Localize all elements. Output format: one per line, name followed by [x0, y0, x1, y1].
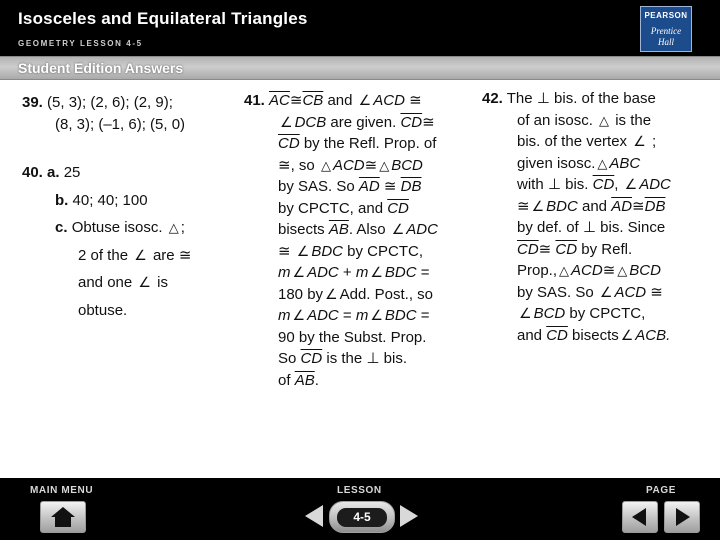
- tri-bcd: BCD: [391, 156, 423, 174]
- text-subst: 90 by the Subst. Prop.: [278, 328, 427, 346]
- text-add-post: Add. Post., so: [339, 285, 433, 303]
- text-by-cpctc: by CPCTC,: [347, 242, 423, 260]
- angle-adc: ADC: [639, 176, 671, 193]
- word-and: and: [581, 197, 608, 215]
- perpendicular-icon: ⊥: [536, 90, 550, 107]
- angle-bdc: BDC: [546, 197, 578, 215]
- answer-40c-line-2: [22, 245, 237, 267]
- angle-icon: ∠: [531, 197, 545, 214]
- answer-42-line-11: [482, 303, 712, 325]
- answer-40-number: 40.: [22, 164, 43, 181]
- answer-39-line-1: [22, 92, 237, 114]
- angle-icon: ∠: [325, 285, 338, 302]
- text-180-by: 180 by: [278, 285, 324, 303]
- angle-acd: ACD: [614, 283, 647, 301]
- angle-icon: ∠: [519, 305, 532, 321]
- answer-40b-text: 40; 40; 100: [72, 191, 148, 209]
- answer-42-line-5: [482, 174, 712, 196]
- answer-41-line-7: [244, 219, 472, 241]
- perpendicular-icon: ⊥: [582, 219, 596, 236]
- pearson-logo: [640, 6, 692, 52]
- angle-icon: ∠: [292, 307, 306, 323]
- angle-acb: ACB.: [635, 326, 671, 344]
- text-by-cpctc-and: by CPCTC, and: [278, 199, 384, 217]
- answer-42-line-3: [482, 131, 712, 153]
- angle-icon: ∠: [391, 221, 405, 237]
- answer-40a-line: [22, 162, 237, 184]
- angle-bcd: BCD: [533, 305, 566, 322]
- answer-40a-label: a.: [47, 164, 60, 181]
- answer-40c-line: c. Obtuse isosc. △ ;: [55, 219, 185, 236]
- seg-ab: $\overline{AB}$: [294, 371, 315, 389]
- answer-42-line-7: [482, 217, 712, 239]
- congruent-icon: ≅: [409, 92, 422, 109]
- answer-41-line-10: [244, 284, 472, 306]
- lesson-subtitle: GEOMETRY LESSON 4-5: [18, 39, 143, 48]
- seg-db: $\overline{DB}$: [644, 197, 666, 215]
- congruent-icon: ≅: [383, 178, 397, 195]
- seg-cd: $\overline{CD}$: [400, 113, 423, 131]
- answer-41-line-2: [244, 112, 472, 134]
- answer-40c-text-3: and one: [78, 274, 133, 291]
- answer-42-line-10: [482, 282, 712, 304]
- seg-ac: $\overline{AC}$: [269, 92, 290, 109]
- triangle-icon: △: [559, 263, 570, 278]
- arrow-left-icon: [629, 506, 651, 528]
- answer-42-line-9: [482, 260, 712, 282]
- text-bis: bis.: [565, 176, 589, 193]
- text-of: of: [278, 371, 291, 389]
- text-bis: bis.: [383, 350, 407, 367]
- word-and: and: [517, 326, 543, 344]
- logo-line-3: Hall: [657, 37, 674, 47]
- triangle-icon: △: [379, 157, 390, 173]
- angle-icon: ∠: [633, 133, 646, 149]
- congruent-icon: ≅: [364, 156, 378, 174]
- answer-40c-text: Obtuse isosc.: [71, 219, 163, 236]
- section-label: Student Edition Answers: [18, 60, 184, 76]
- text-by-sas: by SAS. So: [517, 283, 594, 301]
- plus-sign: +: [342, 264, 352, 281]
- seg-cd: $\overline{CD}$: [300, 350, 323, 367]
- congruent-icon: ≅: [632, 197, 645, 215]
- answer-40c-line-3: [22, 272, 237, 294]
- lesson-next-arrow-icon[interactable]: [400, 505, 418, 527]
- header-bar: [0, 0, 720, 56]
- answer-39-line-2: [22, 114, 237, 136]
- seg-ab: $\overline{AB}$: [328, 221, 349, 238]
- angle-adc: ADC: [307, 307, 339, 324]
- perpendicular-icon: ⊥: [366, 350, 380, 367]
- answer-40c-text-2a: 2 of the: [78, 246, 129, 264]
- comma: ,: [614, 176, 619, 193]
- congruent-icon: ≅: [278, 242, 291, 260]
- text-with: with: [517, 176, 544, 193]
- measure-m: m: [278, 307, 291, 324]
- answer-39-text-1: (5, 3); (2, 6); (2, 9);: [47, 94, 173, 111]
- answer-40c-text-4: obtuse.: [78, 301, 128, 319]
- angle-adc: ADC: [406, 221, 438, 238]
- answer-40b-line: [22, 190, 237, 212]
- answer-40c-text-3b: is: [157, 274, 168, 291]
- lesson-number: 4-5: [337, 508, 387, 527]
- answer-41-line-11: [244, 305, 472, 327]
- seg-cd: $\overline{CD}$: [546, 326, 568, 344]
- main-menu-button[interactable]: [40, 501, 86, 533]
- answer-41-line-8: [244, 241, 472, 263]
- angle-icon: ∠: [358, 92, 372, 108]
- text-bis-base: bis. of the base: [554, 90, 656, 107]
- answer-41-line-3: [244, 133, 472, 155]
- home-icon: [49, 505, 77, 529]
- text-by-refl: by the Refl. Prop. of: [303, 135, 437, 152]
- tri-abc: ABC: [609, 154, 641, 172]
- answer-41-line-5: [244, 176, 472, 198]
- congruent-icon: ≅: [422, 113, 435, 131]
- angle-icon: ∠: [370, 307, 383, 323]
- text-by-def: by def. of: [517, 219, 579, 236]
- lesson-label: LESSON: [337, 485, 382, 496]
- triangle-icon: △: [168, 220, 179, 235]
- angle-icon: ∠: [292, 264, 306, 280]
- answer-39-text-2: (8, 3); (–1, 6); (5, 0): [55, 115, 186, 133]
- answer-42-line-1: [482, 88, 712, 110]
- word-and: and: [327, 92, 353, 109]
- perpendicular-icon: ⊥: [547, 176, 561, 193]
- text-by-cpctc: by CPCTC,: [569, 305, 646, 322]
- tri-bcd: BCD: [629, 262, 661, 279]
- answer-column-3: [482, 88, 712, 346]
- answer-40c-line-4: [22, 300, 237, 322]
- angle-acd: ACD: [373, 92, 405, 109]
- text-bis-vertex: bis. of the vertex: [517, 133, 628, 150]
- main-menu-label: MAIN MENU: [30, 485, 94, 496]
- angle-bdc: BDC: [384, 264, 417, 281]
- equals-sign: =: [420, 307, 430, 324]
- angle-bdc: BDC: [384, 307, 417, 324]
- answer-41-line-4: [244, 155, 472, 177]
- angle-icon: ∠: [296, 242, 310, 259]
- congruent-icon: ≅: [602, 262, 616, 279]
- text-also: . Also: [348, 221, 386, 238]
- angle-bdc: BDC: [311, 242, 343, 260]
- text-bisects: bisects: [278, 221, 325, 238]
- seg-db: $\overline{DB}$: [400, 178, 422, 195]
- arrow-right-icon: [671, 506, 693, 528]
- congruent-icon: ≅: [278, 156, 291, 174]
- lesson-button[interactable]: [329, 501, 395, 533]
- answer-42-line-6: [482, 196, 712, 218]
- answer-41-line-13: [244, 348, 472, 370]
- seg-cd: $\overline{CD}$: [517, 240, 539, 258]
- answer-40c-label: c.: [55, 219, 68, 236]
- angle-icon: ∠: [280, 113, 293, 130]
- answer-40c-text-2b: are: [152, 246, 175, 264]
- text-bis-since: bis. Since: [600, 219, 666, 236]
- answer-41-line-6: [244, 198, 472, 220]
- text-of-isosc: of an isosc.: [517, 111, 593, 129]
- answer-42-line-12: [482, 325, 712, 347]
- text-by-sas: by SAS. So: [278, 178, 355, 195]
- answer-41-line-9: [244, 262, 472, 284]
- congruent-icon: ≅: [538, 240, 552, 258]
- congruent-icon: ≅: [289, 92, 303, 109]
- text-so: So: [278, 350, 297, 367]
- angle-icon: ∠: [370, 264, 383, 280]
- seg-ad: $\overline{AD}$: [611, 197, 633, 215]
- congruent-icon: ≅: [178, 246, 192, 264]
- seg-cd: $\overline{CD}$: [555, 240, 578, 258]
- angle-dcb: DCB: [294, 113, 327, 131]
- equals-sign: =: [420, 264, 430, 281]
- congruent-icon: ≅: [517, 197, 530, 215]
- period: .: [314, 371, 319, 389]
- angle-icon: ∠: [620, 326, 634, 343]
- seg-ad: $\overline{AD}$: [358, 178, 380, 195]
- text-bisects: bisects: [572, 326, 619, 344]
- triangle-icon: △: [599, 112, 610, 128]
- page-back-button[interactable]: [622, 501, 658, 533]
- seg-cb: $\overline{CB}$: [302, 92, 324, 109]
- angles-icon: ∠: [134, 246, 147, 263]
- answer-42-line-2: [482, 110, 712, 132]
- seg-cd: $\overline{CD}$: [592, 176, 615, 193]
- page-title: Isosceles and Equilateral Triangles: [18, 9, 308, 28]
- equals-sign: =: [342, 307, 352, 324]
- text-by-refl: by Refl.: [581, 240, 633, 258]
- angle-adc: ADC: [307, 264, 339, 281]
- tri-acd: ACD: [571, 262, 603, 279]
- triangle-icon: △: [597, 155, 608, 171]
- seg-cd: $\overline{CD}$: [387, 199, 409, 217]
- answer-41-line-12: [244, 327, 472, 349]
- text-so: , so: [290, 156, 315, 174]
- triangle-icon: △: [617, 263, 628, 278]
- answer-column-2: [244, 90, 472, 391]
- lesson-prev-arrow-icon[interactable]: [305, 505, 323, 527]
- answer-41-number: 41.: [244, 92, 265, 109]
- answer-42-line-8: [482, 239, 712, 261]
- measure-m: m: [355, 307, 369, 324]
- semicolon: ;: [651, 133, 657, 150]
- measure-m: m: [278, 264, 291, 281]
- angle-icon: ∠: [624, 176, 638, 192]
- logo-line-2: Prentice: [650, 26, 682, 36]
- answer-42-line-4: [482, 153, 712, 175]
- text-the: The: [506, 90, 533, 107]
- answer-40a-text: 25: [63, 164, 81, 181]
- text-prop: Prop.,: [517, 262, 558, 279]
- answer-column-1: [22, 92, 237, 321]
- logo-line-1: PEARSON: [644, 11, 688, 20]
- angle-icon: ∠: [599, 283, 613, 300]
- tri-acd: ACD: [332, 156, 365, 174]
- section-band: [0, 56, 720, 80]
- footer-bar: [0, 478, 720, 540]
- page-label: PAGE: [646, 485, 676, 496]
- text-is-the: is the: [615, 111, 652, 129]
- text-given: given isosc.: [517, 154, 596, 172]
- answer-42-number: 42.: [482, 90, 503, 107]
- answer-40b-label: b.: [55, 191, 69, 209]
- triangle-icon: △: [320, 157, 331, 173]
- text-are-given: are given.: [330, 113, 397, 131]
- seg-cd: $\overline{CD}$: [278, 135, 300, 152]
- page-forward-button[interactable]: [664, 501, 700, 533]
- angle-icon: ∠: [138, 274, 151, 290]
- answer-41-line-1: [244, 90, 472, 112]
- answer-41-line-14: [244, 370, 472, 392]
- congruent-icon: ≅: [650, 283, 663, 301]
- text-is-the: is the: [326, 350, 363, 367]
- answer-39-number: 39.: [22, 94, 43, 111]
- measure-m: m: [355, 264, 369, 281]
